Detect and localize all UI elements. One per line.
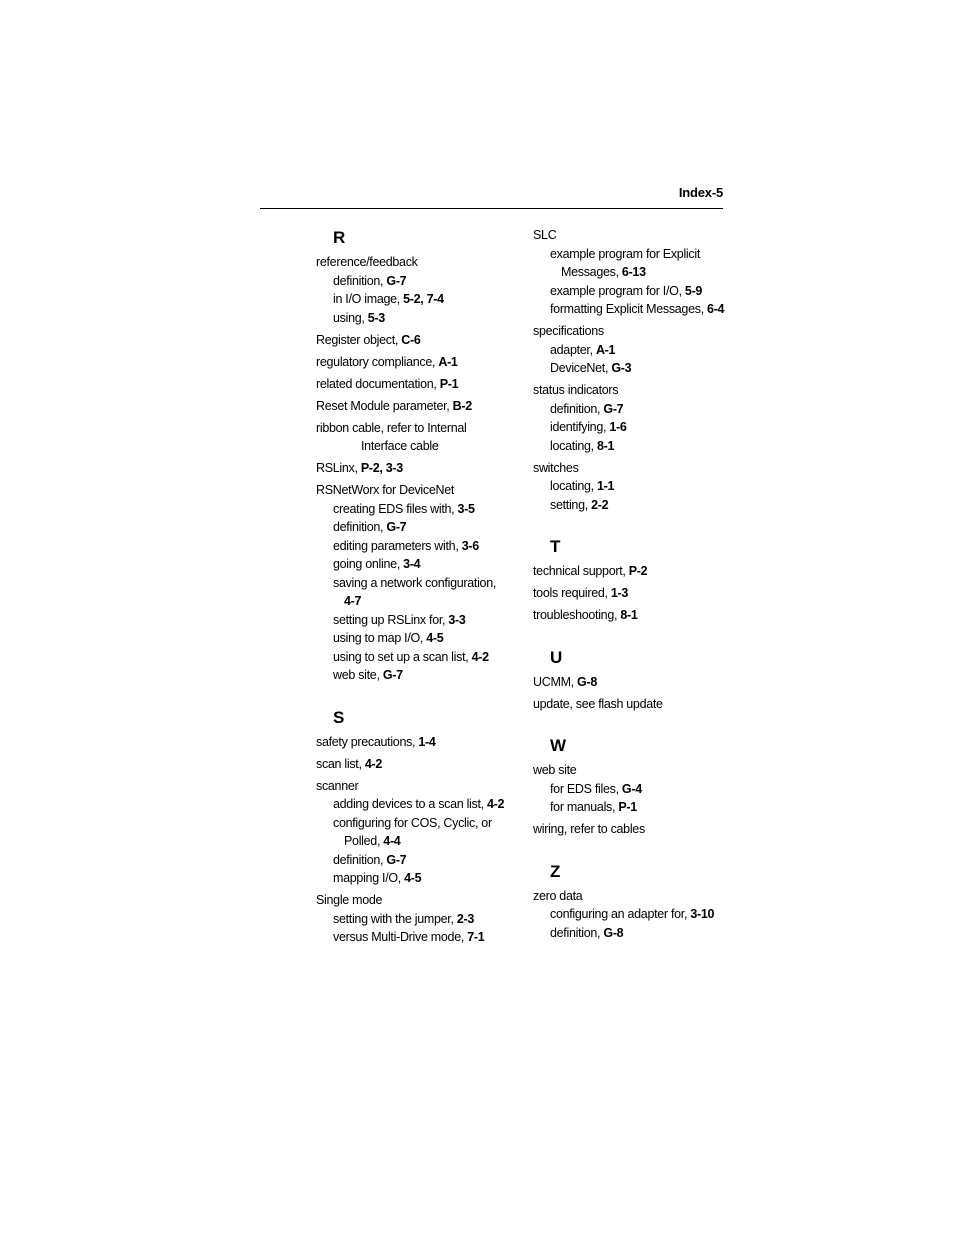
- index-subentry: [316, 629, 516, 648]
- index-term: switches: [533, 460, 579, 475]
- index-line: [533, 562, 733, 581]
- index-term: for manuals,: [550, 800, 619, 814]
- index-entry: [533, 695, 733, 714]
- index-page-ref: G-3: [611, 361, 632, 375]
- index-section: [533, 861, 733, 943]
- index-line: [333, 518, 516, 537]
- index-line: [333, 814, 516, 833]
- index-term: example program for I/O,: [550, 283, 685, 298]
- index-subentry: [533, 798, 733, 817]
- page-label: Index-5: [678, 185, 723, 200]
- index-term: Messages,: [561, 265, 622, 279]
- index-line: [333, 648, 516, 667]
- index-term: troubleshooting,: [533, 608, 621, 622]
- index-page-ref: 6-4: [707, 302, 725, 316]
- index-line: [316, 755, 516, 774]
- index-line: [550, 300, 733, 319]
- index-subentry: [533, 437, 733, 456]
- index-term: related documentation,: [316, 376, 440, 391]
- index-line: [333, 611, 516, 630]
- index-term: going online,: [333, 557, 404, 571]
- index-line: [316, 353, 516, 372]
- index-entry: [533, 381, 733, 455]
- index-page-ref: G-8: [577, 674, 597, 689]
- index-page-ref: C-6: [401, 332, 421, 347]
- section-letter: R: [333, 228, 345, 247]
- index-section: [533, 536, 733, 625]
- index-term: for EDS files,: [550, 781, 622, 796]
- index-entry: [533, 562, 733, 581]
- index-subentry: [533, 300, 733, 319]
- index-term: adapter,: [550, 342, 596, 357]
- index-page-ref: B-2: [452, 398, 472, 413]
- index-entry: [533, 606, 733, 625]
- index-line: [333, 500, 516, 519]
- index-entry: [316, 253, 516, 327]
- index-term: SLC: [533, 228, 557, 242]
- section-letter: S: [333, 707, 345, 727]
- index-term: wiring, refer to cables: [533, 822, 645, 836]
- index-entry: [316, 481, 516, 685]
- index-subentry: [316, 910, 516, 929]
- index-term: definition,: [550, 401, 604, 416]
- index-page-ref: G-7: [603, 401, 624, 416]
- index-page-ref: G-4: [621, 781, 642, 796]
- index-page-ref: G-7: [386, 520, 407, 534]
- index-entry: [316, 733, 516, 752]
- index-line: [316, 459, 516, 478]
- index-term: using to set up a scan list,: [333, 649, 472, 664]
- index-term: zero data: [533, 888, 583, 903]
- index-term: example program for Explicit: [550, 246, 700, 261]
- index-line: [316, 437, 516, 456]
- index-term: DeviceNet,: [550, 361, 612, 375]
- index-page-ref: 4-4: [383, 834, 401, 848]
- index-line: [333, 910, 516, 929]
- index-section: [316, 227, 516, 685]
- index-page-ref: P-2: [628, 564, 648, 578]
- index-term: Register object,: [316, 332, 402, 347]
- index-subentry: [316, 869, 516, 888]
- index-entry: [533, 584, 733, 603]
- index-line: [550, 496, 733, 515]
- index-subentry: [316, 290, 516, 309]
- index-entry: [533, 226, 733, 319]
- index-page-ref: 4-7: [344, 594, 362, 608]
- index-line: [550, 905, 733, 924]
- index-line: [333, 592, 516, 611]
- index-subentry: [316, 814, 516, 851]
- index-term: update, see flash update: [533, 696, 663, 711]
- index-page-ref: P-1: [618, 800, 637, 814]
- index-page-ref: G-7: [386, 852, 407, 867]
- index-subentry: [533, 496, 733, 515]
- index-term: Interface cable: [361, 439, 439, 453]
- index-page-ref: 3-3: [448, 612, 466, 627]
- section-letter: W: [550, 736, 566, 755]
- index-page-ref: G-8: [603, 925, 624, 940]
- index-term: definition,: [333, 852, 387, 867]
- index-subentry: [316, 648, 516, 667]
- index-line: [550, 418, 733, 437]
- index-entry: [316, 397, 516, 416]
- index-subentry: [316, 851, 516, 870]
- index-page-ref: 1-6: [609, 420, 627, 434]
- index-page-ref: 5-2, 7-4: [403, 292, 444, 306]
- index-entry: [533, 322, 733, 378]
- index-line: [316, 375, 516, 394]
- index-line: [550, 359, 733, 378]
- index-page-ref: 1-1: [597, 479, 615, 493]
- index-line: [550, 798, 733, 817]
- index-subentry: [533, 924, 733, 943]
- index-page-ref: 4-2: [364, 756, 382, 771]
- index-entry: [316, 375, 516, 394]
- index-page-ref: P-1: [439, 376, 459, 391]
- index-page-ref: 3-4: [403, 557, 421, 571]
- index-term: web site,: [333, 668, 383, 682]
- index-term: RSLinx,: [316, 461, 361, 475]
- index-term: saving a network configuration,: [333, 575, 497, 590]
- section-letter: Z: [550, 861, 561, 881]
- index-section: [316, 707, 516, 947]
- index-subentry: [316, 611, 516, 630]
- index-term: definition,: [333, 273, 387, 288]
- index-subentry: [316, 555, 516, 574]
- index-term: web site: [533, 763, 577, 777]
- index-section: [533, 647, 733, 714]
- index-page-ref: 8-1: [620, 608, 638, 622]
- index-section: [533, 735, 733, 839]
- index-line: [333, 272, 516, 291]
- index-subentry: [533, 780, 733, 799]
- index-line: [316, 331, 516, 350]
- index-term: safety precautions,: [316, 734, 419, 749]
- index-line: [333, 555, 516, 574]
- section-letter: U: [550, 647, 562, 667]
- header-rule: [260, 208, 723, 209]
- index-page-ref: 4-5: [404, 871, 422, 885]
- index-entry: [316, 777, 516, 888]
- index-term: specifications: [533, 324, 604, 338]
- index-term: status indicators: [533, 383, 619, 397]
- index-page-ref: P-2, 3-3: [360, 461, 403, 475]
- index-term: Polled,: [344, 834, 384, 848]
- index-subentry: [533, 359, 733, 378]
- index-page-ref: 6-13: [621, 265, 646, 279]
- index-column-left: [316, 225, 516, 950]
- index-page-ref: 3-10: [690, 907, 715, 921]
- index-term: regulatory compliance,: [316, 354, 439, 369]
- index-line: [333, 309, 516, 328]
- index-entry: [533, 459, 733, 515]
- index-subentry: [316, 500, 516, 519]
- index-page-ref: 4-2: [487, 797, 505, 811]
- index-page-ref: 5-3: [367, 310, 385, 325]
- index-line: [550, 437, 733, 456]
- index-line: [550, 400, 733, 419]
- index-term: creating EDS files with,: [333, 501, 458, 516]
- index-page-ref: 3-5: [457, 501, 475, 516]
- index-line: [550, 263, 733, 282]
- index-page-ref: 3-6: [461, 538, 479, 553]
- index-page-ref: 2-3: [456, 911, 474, 926]
- index-term: using to map I/O,: [333, 631, 427, 645]
- index-entry: [316, 891, 516, 947]
- index-term: configuring an adapter for,: [550, 907, 691, 921]
- index-page-ref: G-7: [382, 668, 403, 682]
- index-term: scan list,: [316, 756, 365, 771]
- index-term: adding devices to a scan list,: [333, 797, 487, 811]
- index-page-ref: 7-1: [467, 930, 485, 944]
- index-entry: [533, 673, 733, 692]
- index-line: [333, 928, 516, 947]
- index-subentry: [316, 574, 516, 611]
- index-entry: [316, 353, 516, 372]
- index-subentry: [533, 905, 733, 924]
- index-line: [533, 673, 733, 692]
- index-term: configuring for COS, Cyclic, or: [333, 815, 492, 830]
- index-line: [550, 477, 733, 496]
- index-section: [533, 226, 733, 514]
- index-subentry: [316, 518, 516, 537]
- index-entry: [316, 331, 516, 350]
- index-page-ref: 4-2: [471, 649, 489, 664]
- index-page-ref: G-7: [386, 273, 407, 288]
- index-entry: [316, 419, 516, 456]
- index-term: setting,: [550, 497, 592, 512]
- index-page-ref: 5-9: [684, 283, 703, 298]
- index-line: [533, 606, 733, 625]
- index-term: setting with the jumper,: [333, 911, 457, 926]
- index-subentry: [316, 666, 516, 685]
- index-term: locating,: [550, 438, 598, 453]
- index-line: [533, 695, 733, 714]
- index-subentry: [316, 537, 516, 556]
- index-page-ref: 2-2: [591, 497, 609, 512]
- index-line: [550, 282, 733, 301]
- index-term: editing parameters with,: [333, 538, 462, 553]
- index-term: identifying,: [550, 420, 610, 434]
- index-term: definition,: [550, 925, 604, 940]
- index-term: formatting Explicit Messages,: [550, 302, 708, 316]
- index-line: [533, 820, 733, 839]
- index-term: definition,: [333, 520, 387, 534]
- index-term: mapping I/O,: [333, 871, 405, 885]
- index-term: Reset Module parameter,: [316, 398, 453, 413]
- index-entry: [533, 761, 733, 817]
- index-line: [316, 397, 516, 416]
- index-page-ref: 8-1: [597, 438, 615, 453]
- index-line: [550, 924, 733, 943]
- index-entry: [316, 755, 516, 774]
- index-entry: [533, 887, 733, 943]
- index-term: ribbon cable, refer to Internal: [316, 420, 467, 435]
- index-term: setting up RSLinx for,: [333, 612, 449, 627]
- index-term: RSNetWorx for DeviceNet: [316, 483, 455, 497]
- index-term: scanner: [316, 778, 359, 793]
- index-term: Single mode: [316, 893, 383, 907]
- index-term: reference/feedback: [316, 255, 418, 269]
- index-page-ref: 1-3: [610, 586, 629, 600]
- index-subentry: [316, 272, 516, 291]
- index-line: [550, 245, 733, 264]
- index-line: [333, 537, 516, 556]
- index-line: [333, 574, 516, 593]
- index-subentry: [533, 245, 733, 282]
- index-line: [316, 419, 516, 438]
- index-term: technical support,: [533, 564, 629, 578]
- index-subentry: [533, 282, 733, 301]
- index-entry: [316, 459, 516, 478]
- index-line: [333, 832, 516, 851]
- index-line: [550, 780, 733, 799]
- index-column-right: [533, 226, 733, 946]
- index-line: [333, 795, 516, 814]
- index-subentry: [533, 477, 733, 496]
- index-page-ref: A-1: [595, 342, 616, 357]
- index-term: locating,: [550, 479, 598, 493]
- section-letter: T: [550, 537, 561, 556]
- index-page-ref: 4-5: [426, 631, 444, 645]
- index-line: [550, 341, 733, 360]
- index-line: [333, 629, 516, 648]
- index-line: [333, 290, 516, 309]
- index-subentry: [533, 341, 733, 360]
- index-subentry: [316, 928, 516, 947]
- index-subentry: [533, 418, 733, 437]
- index-page-ref: A-1: [438, 354, 458, 369]
- index-term: UCMM,: [533, 674, 578, 689]
- index-line: [333, 666, 516, 685]
- index-line: [316, 733, 516, 752]
- index-term: versus Multi-Drive mode,: [333, 930, 468, 944]
- index-term: in I/O image,: [333, 292, 404, 306]
- index-line: [533, 584, 733, 603]
- index-term: tools required,: [533, 586, 611, 600]
- index-line: [333, 851, 516, 870]
- index-subentry: [533, 400, 733, 419]
- index-subentry: [316, 795, 516, 814]
- index-line: [333, 869, 516, 888]
- index-subentry: [316, 309, 516, 328]
- index-term: using,: [333, 310, 368, 325]
- index-entry: [533, 820, 733, 839]
- index-page-ref: 1-4: [418, 734, 436, 749]
